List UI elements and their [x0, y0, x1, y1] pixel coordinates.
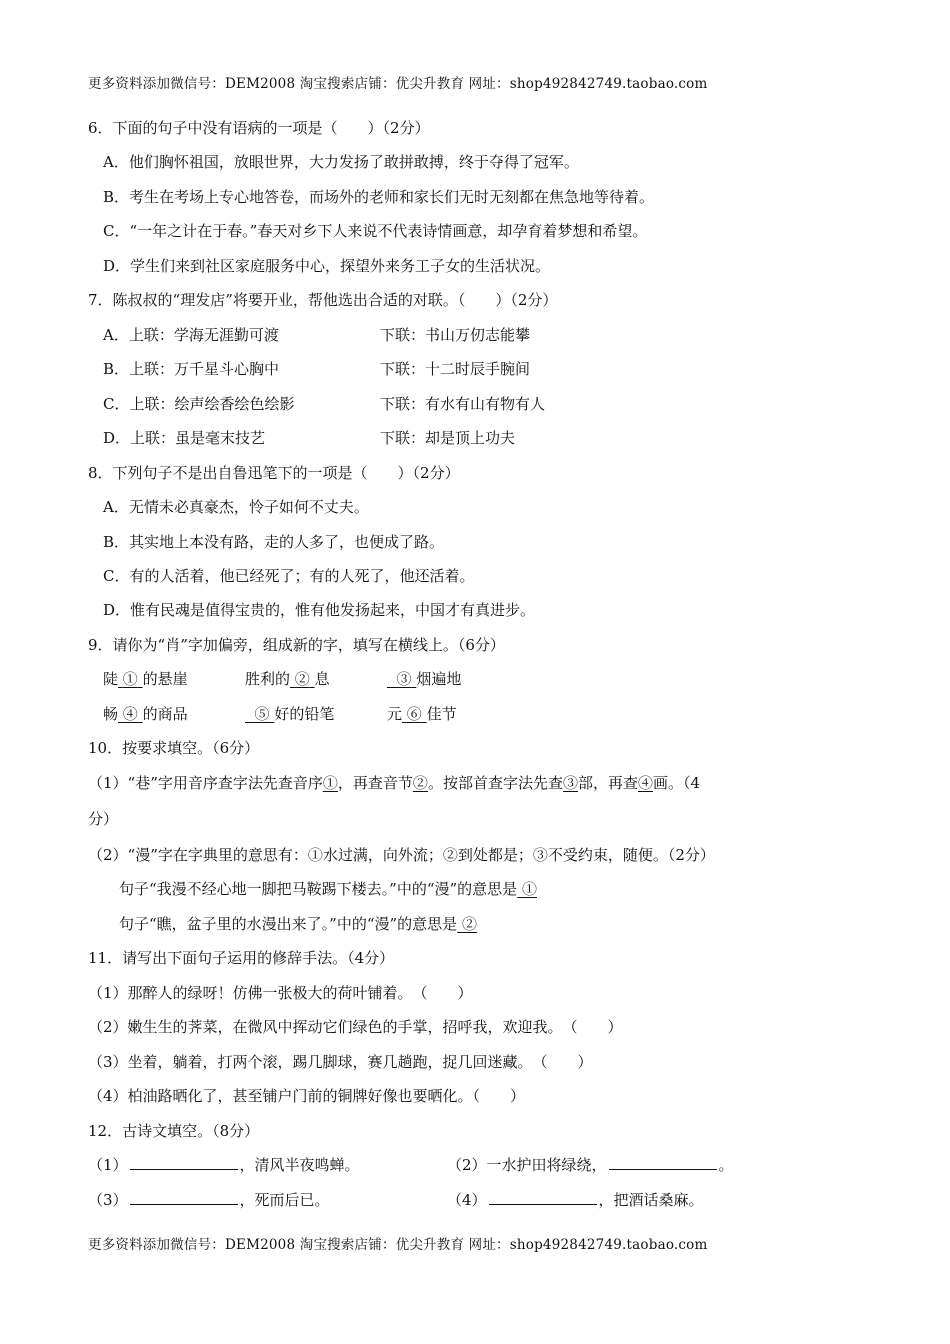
question-12-item-1: （1） ，清风半夜鸣蝉。: [88, 1156, 360, 1174]
blank-line[interactable]: [130, 1190, 238, 1205]
question-8-stem: 8．下列句子不是出自鲁迅笔下的一项是（ ）（2分）: [88, 464, 460, 482]
question-11-item-3: （3）坐着，躺着，打两个滚，踢几脚球，赛几趟跑，捉几回迷藏。 （ ）: [88, 1053, 593, 1071]
question-9-item-2: 胜利的 ② 息: [245, 670, 330, 688]
blank-line[interactable]: [130, 1155, 238, 1170]
question-11-stem: 11．请写出下面句子运用的修辞手法。（4分）: [88, 949, 395, 967]
question-12-stem: 12．古诗文填空。（8分）: [88, 1122, 260, 1140]
question-10-part-1-wrap: 分）: [88, 810, 119, 828]
question-10-sentence-1: 句子“我漫不经心地一脚把马鞍踢下楼去。”中的“漫”的意思是 ①: [119, 880, 537, 898]
blank-line[interactable]: [489, 1190, 597, 1205]
question-12-item-4: （4） ，把酒话桑麻。: [447, 1191, 704, 1209]
question-9-item-5: ⑤ 好的铅笔: [254, 705, 335, 723]
question-7-option-b-lower: 下联：十二时辰手腕间: [380, 360, 531, 378]
question-9-item-3: ③ 烟遍地: [396, 670, 462, 688]
question-7-option-d-upper: D．上联：虽是毫末技艺: [103, 429, 266, 447]
question-9-item-1: 陡 ① 的悬崖: [103, 670, 188, 688]
question-7-stem: 7．陈叔叔的“理发店”将要开业，帮他选出合适的对联。（ ）（2分）: [88, 291, 558, 309]
question-6-option-b: B．考生在考场上专心地答卷，而场外的老师和家长们无时无刻都在焦急地等待着。: [103, 188, 655, 206]
question-9-item-4: 畅 ④ 的商品: [103, 705, 188, 723]
question-7-option-c-upper: C．上联：绘声绘香绘色绘影: [103, 395, 295, 413]
question-12-item-2: （2）一水护田将绿绕， 。: [447, 1156, 734, 1174]
question-10-part-1: （1）“巷”字用音序查字法先查音序①，再查音节②。按部首查字法先查③部，再查④画。（4: [88, 774, 701, 792]
page-footer: 更多资料添加微信号：DEM2008 淘宝搜索店铺：优尖升教育 网址：shop492842749.taobao.com: [88, 1237, 708, 1253]
question-8-option-a: A．无情未必真豪杰，怜子如何不丈夫。: [103, 498, 369, 516]
question-11-item-4: （4）柏油路晒化了，甚至铺户门前的铜牌好像也要晒化。（ ）: [88, 1087, 526, 1105]
question-10-stem: 10．按要求填空。（6分）: [88, 739, 260, 757]
question-8-option-b: B．其实地上本没有路，走的人多了，也便成了路。: [103, 533, 445, 551]
question-6-option-c: C．“一年之计在于春。”春天对乡下人来说不代表诗情画意，却孕育着梦想和希望。: [103, 222, 648, 240]
question-10-sentence-2: 句子“瞧，盆子里的水漫出来了。”中的“漫”的意思是 ②: [119, 915, 477, 933]
question-7-option-b-upper: B．上联：万千星斗心胸中: [103, 360, 280, 378]
question-12-item-3: （3） ，死而后已。: [88, 1191, 330, 1209]
question-6-option-a: A．他们胸怀祖国，放眼世界，大力发扬了敢拼敢搏，终于夺得了冠军。: [103, 153, 579, 171]
question-9-stem: 9．请你为“肖”字加偏旁，组成新的字，填写在横线上。（6分）: [88, 636, 505, 654]
blank-line[interactable]: [609, 1155, 717, 1170]
question-11-item-2: （2）嫩生生的荠菜，在微风中挥动它们绿色的手掌，招呼我，欢迎我。 （ ）: [88, 1018, 623, 1036]
question-6-stem: 6．下面的句子中没有语病的一项是（ ）（2分）: [88, 119, 430, 137]
question-7-option-a-lower: 下联：书山万仞志能攀: [380, 326, 531, 344]
question-7-option-d-lower: 下联：却是顶上功夫: [380, 429, 516, 447]
question-6-option-d: D．学生们来到社区家庭服务中心，探望外来务工子女的生活状况。: [103, 257, 551, 275]
question-9-item-6: 元 ⑥ 佳节: [387, 705, 457, 723]
question-8-option-d: D．惟有民魂是值得宝贵的，惟有他发扬起来，中国才有真进步。: [103, 601, 536, 619]
question-7-option-a-upper: A．上联：学海无涯勤可渡: [103, 326, 279, 344]
question-10-part-2: （2）“漫”字在字典里的意思有：①水过满，向外流；②到处都是；③不受约束，随便。（2分）: [88, 846, 715, 864]
question-7-option-c-lower: 下联：有水有山有物有人: [380, 395, 546, 413]
page-header: 更多资料添加微信号：DEM2008 淘宝搜索店铺：优尖升教育 网址：shop492842749.taobao.com: [88, 76, 708, 92]
question-11-item-1: （1）那醉人的绿呀！仿佛一张极大的荷叶铺着。 （ ）: [88, 984, 473, 1002]
question-8-option-c: C．有的人活着，他已经死了；有的人死了，他还活着。: [103, 567, 475, 585]
